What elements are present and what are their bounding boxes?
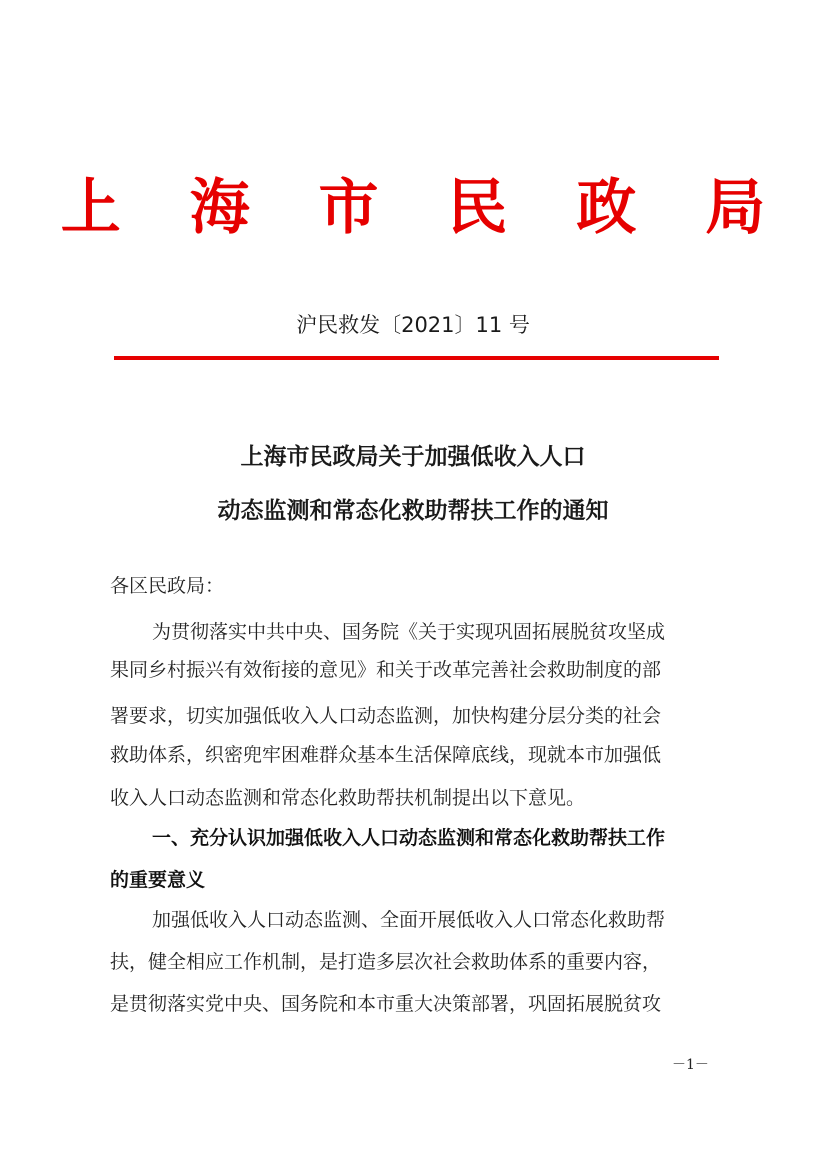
paragraph-1-line: 救助体系，织密兜牢困难群众基本生活保障底线，现就本市加强低	[110, 744, 662, 766]
issuing-authority-name: 上 海 市 民 政 局	[60, 173, 790, 243]
red-separator-line	[114, 356, 719, 360]
paragraph-1-line: 为贯彻落实中共中央、国务院《关于实现巩固拓展脱贫攻坚成	[152, 621, 666, 643]
paragraph-2-line: 是贯彻落实党中央、国务院和本市重大决策部署，巩固拓展脱贫攻	[110, 993, 662, 1015]
paragraph-1-line: 果同乡村振兴有效衔接的意见》和关于改革完善社会救助制度的部	[110, 659, 662, 681]
page-number: －1－	[672, 1057, 709, 1073]
section-1-heading-line: 的重要意义	[110, 869, 206, 891]
salutation: 各区民政局：	[110, 575, 225, 597]
section-1-heading-line: 一、充分认识加强低收入人口动态监测和常态化救助帮扶工作	[152, 827, 666, 849]
paragraph-2-line: 扶，健全相应工作机制，是打造多层次社会救助体系的重要内容，	[110, 951, 662, 973]
paragraph-1-line: 署要求，切实加强低收入人口动态监测，加快构建分层分类的社会	[110, 705, 662, 727]
paragraph-1-line: 收入人口动态监测和常态化救助帮扶机制提出以下意见。	[110, 787, 586, 809]
document-title-line-1: 上海市民政局关于加强低收入人口	[240, 443, 586, 470]
document-number: 沪民救发〔2021〕11 号	[296, 313, 530, 337]
paragraph-2-line: 加强低收入人口动态监测、全面开展低收入人口常态化救助帮	[152, 909, 666, 931]
document-title-line-2: 动态监测和常态化救助帮扶工作的通知	[217, 497, 609, 524]
